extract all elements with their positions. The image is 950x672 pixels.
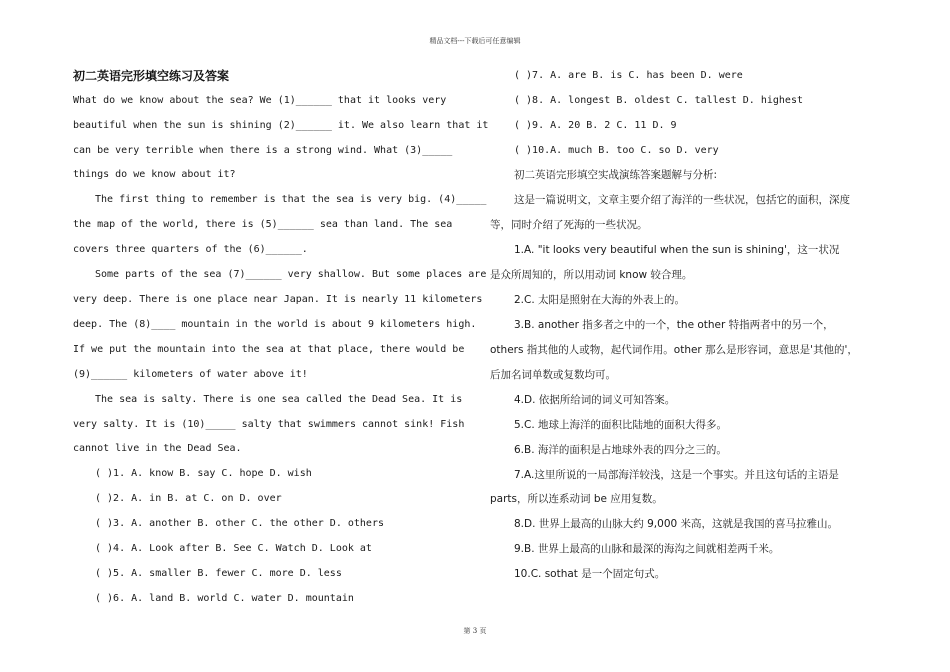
analysis-line: 4.D. 依据所给词的词义可知答案。	[514, 394, 676, 406]
analysis-line: 7.A.这里所说的一局部海洋较浅，这是一个事实。并且这句话的主语是	[514, 469, 839, 481]
question-item: ( )5. A. smaller B. fewer C. more D. less	[95, 568, 342, 579]
question-item: ( )3. A. another B. other C. the other D. others	[95, 518, 384, 529]
analysis-line: 5.C. 地球上海洋的面积比陆地的面积大得多。	[514, 419, 728, 431]
analysis-line: 这是一篇说明文，文章主要介绍了海洋的一些状况，包括它的面积，深度	[514, 194, 850, 206]
question-item: ( )2. A. in B. at C. on D. over	[95, 493, 282, 504]
document-title: 初二英语完形填空练习及答案	[73, 69, 230, 83]
passage-line: beautiful when the sun is shining (2)______ it. We also learn that it	[73, 120, 489, 131]
analysis-title: 初二英语完形填空实战演练答案题解与分析:	[514, 169, 718, 181]
analysis-line: 3.B. another 指多者之中的一个，the other 特指两者中的另一个，	[514, 319, 834, 331]
analysis-line: 8.D. 世界上最高的山脉大约 9,000 米高，这就是我国的喜马拉雅山。	[514, 518, 839, 530]
passage-line: cannot live in the Dead Sea.	[73, 443, 242, 454]
passage-line: can be very terrible when there is a strong wind. What (3)_____	[73, 145, 453, 156]
passage-line: Some parts of the sea (7)______ very shallow. But some places are	[95, 269, 487, 280]
analysis-line: others 指其他的人或物，起代词作用。other 那么是形容词，意思是'其他的'，	[490, 344, 858, 356]
passage-line: The first thing to remember is that the sea is very big. (4)_____	[95, 194, 487, 205]
analysis-line: 6.B. 海洋的面积是占地球外表的四分之三的。	[514, 444, 727, 456]
question-item: ( )4. A. Look after B. See C. Watch D. Look at	[95, 543, 372, 554]
passage-line: What do we know about the sea? We (1)______ that it looks very	[73, 95, 447, 106]
analysis-line: 等，同时介绍了死海的一些状况。	[490, 219, 648, 231]
passage-line: things do we know about it?	[73, 169, 236, 180]
question-item: ( )6. A. land B. world C. water D. mountain	[95, 593, 354, 604]
passage-line: the map of the world, there is (5)______ sea than land. The sea	[73, 219, 453, 230]
analysis-line: 9.B. 世界上最高的山脉和最深的海沟之间就相差两千米。	[514, 543, 780, 555]
passage-line: covers three quarters of the (6)______.	[73, 244, 308, 255]
passage-line: If we put the mountain into the sea at that place, there would be	[73, 344, 465, 355]
analysis-line: 2.C. 太阳是照射在大海的外表上的。	[514, 294, 686, 306]
passage-line: deep. The (8)____ mountain in the world is about 9 kilometers high.	[73, 319, 477, 330]
analysis-line: 是众所周知的，所以用动词 know 较合理。	[490, 269, 693, 281]
question-item: ( )7. A. are B. is C. has been D. were	[514, 70, 743, 81]
analysis-line: 10.C. sothat 是一个固定句式。	[514, 568, 666, 580]
passage-line: (9)______ kilometers of water above it!	[73, 369, 308, 380]
page-header: 精品文档---下载后可任意编辑	[429, 37, 521, 45]
question-item: ( )8. A. longest B. oldest C. tallest D. highest	[514, 95, 803, 106]
question-item: ( )1. A. know B. say C. hope D. wish	[95, 468, 312, 479]
page-footer: 第 3 页	[463, 627, 487, 635]
analysis-line: 后加名词单数或复数均可。	[490, 369, 616, 381]
passage-line: very salty. It is (10)_____ salty that swimmers cannot sink! Fish	[73, 419, 465, 430]
analysis-line: parts，所以连系动词 be 应用复数。	[490, 493, 663, 505]
question-item: ( )9. A. 20 B. 2 C. 11 D. 9	[514, 120, 677, 131]
passage-line: The sea is salty. There is one sea called the Dead Sea. It is	[95, 394, 463, 405]
question-item: ( )10.A. much B. too C. so D. very	[514, 145, 719, 156]
analysis-line: 1.A. "it looks very beautiful when the sun is shining'，这一状况	[514, 244, 840, 256]
passage-line: very deep. There is one place near Japan. It is nearly 11 kilometers	[73, 294, 483, 305]
